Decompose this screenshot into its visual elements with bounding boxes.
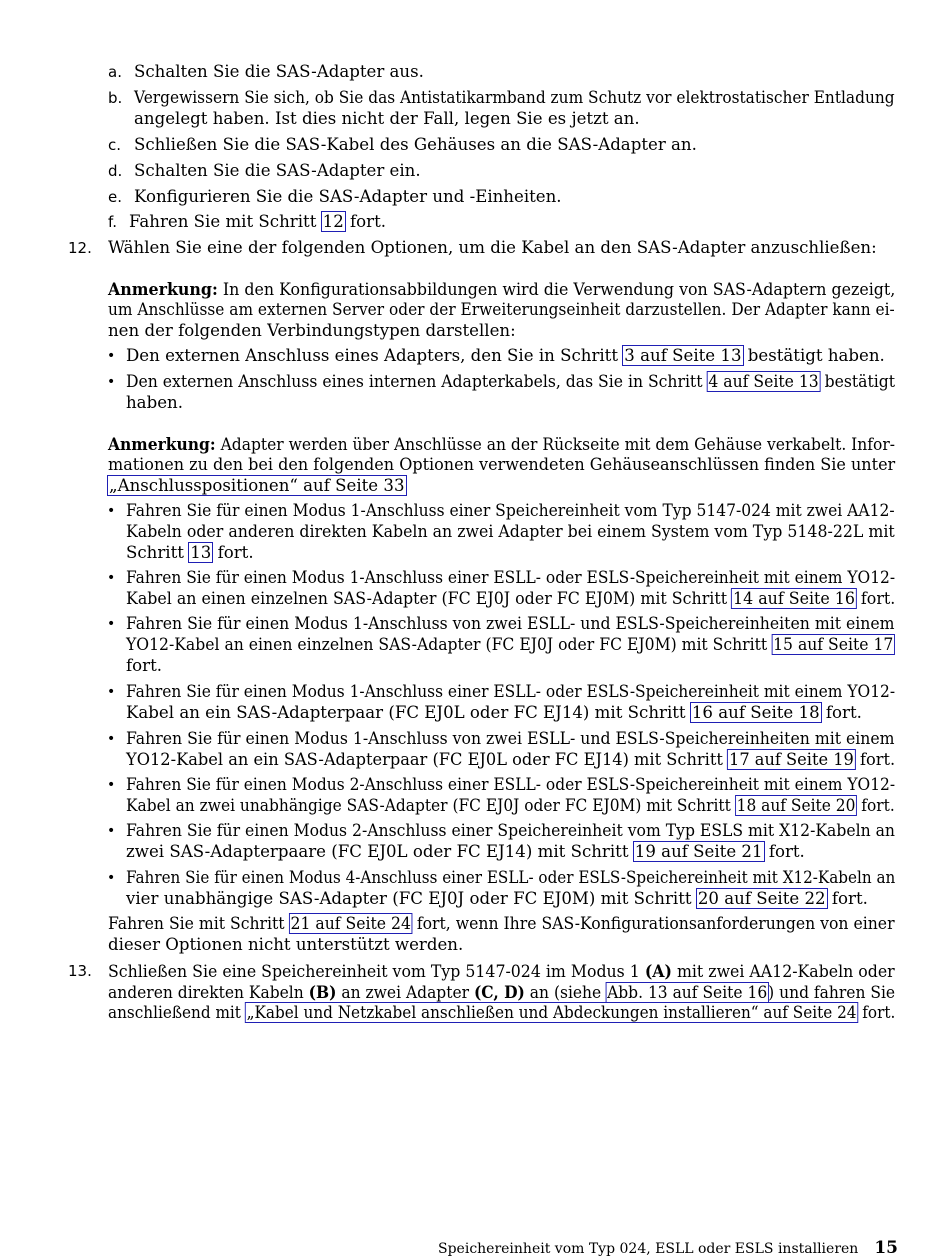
substep-text: Schalten Sie die SAS-Adapter ein. [134, 161, 421, 180]
bullet: • [107, 684, 116, 700]
step-link[interactable]: 19 auf Seite 21 [634, 842, 763, 861]
option-text: Schritt 13 fort. [126, 543, 254, 562]
substep-text: Fahren Sie mit Schritt 12 fort. [129, 212, 387, 231]
note-label: Anmerkung: [108, 279, 218, 299]
option-text: vier unabhängige SAS-Adapter (FC EJ0J oder FC EJ0M) mit Schritt 20 auf Seite 22 fort. [126, 889, 868, 908]
substep-text: Konfigurieren Sie die SAS-Adapter und -Einheiten. [134, 187, 562, 206]
bullet: • [107, 348, 116, 364]
bullet: • [107, 570, 116, 586]
option-text: Fahren Sie für einen Modus 1-Anschluss von zwei ESLL- und ESLS-Speichereinheiten mit einem [126, 614, 895, 633]
step-link[interactable]: 12 [322, 212, 344, 231]
section-link[interactable]: „Kabel und Netzkabel anschließen und Abdeckungen installieren“ auf Seite 24 [246, 1003, 857, 1022]
substep-marker: d. [108, 162, 123, 180]
note-line: Anmerkung: In den Konfigurationsabbildungen wird die Verwendung von SAS-Adaptern gezeigt, [108, 279, 896, 299]
step-link[interactable]: 17 auf Seite 19 [729, 750, 854, 769]
step-link[interactable]: 4 auf Seite 13 [708, 372, 819, 391]
substep-text-cont: angelegt haben. Ist dies nicht der Fall, legen Sie es jetzt an. [134, 109, 640, 128]
step-link[interactable]: 21 auf Seite 24 [290, 914, 411, 933]
option-text: Fahren Sie für einen Modus 1-Anschluss von zwei ESLL- und ESLS-Speichereinheiten mit einem [126, 729, 895, 748]
step-link[interactable]: 15 auf Seite 17 [773, 635, 894, 654]
step-link[interactable]: 20 auf Seite 22 [697, 889, 826, 908]
option-text: Fahren Sie für einen Modus 1-Anschluss einer Speichereinheit vom Typ 5147-024 mit zwei AA12- [126, 501, 895, 520]
substep-text: Vergewissern Sie sich, ob Sie das Antistatikarmband zum Schutz vor elektrostatischer Entladung [134, 88, 895, 107]
option-text: Fahren Sie für einen Modus 2-Anschluss einer ESLL- oder ESLS-Speichereinheit mit einem YO12- [126, 775, 896, 794]
option-text: Kabel an zwei unabhängige SAS-Adapter (FC EJ0J oder FC EJ0M) mit Schritt 18 auf Seite 20 fort. [126, 796, 895, 815]
closing-text: dieser Optionen nicht unterstützt werden. [108, 935, 464, 954]
step-number: 13. [68, 962, 92, 980]
substep-marker: a. [108, 63, 122, 81]
step-link[interactable]: 16 auf Seite 18 [691, 703, 820, 722]
step-link[interactable]: 14 auf Seite 16 [733, 589, 855, 608]
substep-marker: b. [108, 89, 123, 107]
bullet-text-cont: haben. [126, 393, 183, 412]
note-line: mationen zu den bei den folgenden Optionen verwendeten Gehäuseanschlüssen finden Sie unter [108, 455, 896, 474]
substep-marker: c. [108, 136, 122, 154]
bullet: • [107, 616, 116, 632]
substep-marker: e. [108, 188, 122, 206]
option-text: YO12-Kabel an einen einzelnen SAS-Adapter (FC EJ0J oder FC EJ0M) mit Schritt 15 auf Seite 17 [126, 635, 894, 654]
step-text: anschließend mit „Kabel und Netzkabel anschließen und Abdeckungen installieren“ auf Seite 24 fort. [108, 1003, 896, 1022]
option-text: Fahren Sie für einen Modus 1-Anschluss einer ESLL- oder ESLS-Speichereinheit mit einem YO12- [126, 568, 896, 587]
note-label: Anmerkung: [108, 434, 216, 454]
option-text: zwei SAS-Adapterpaare (FC EJ0L oder FC EJ14) mit Schritt 19 auf Seite 21 fort. [126, 842, 805, 861]
option-text: Kabeln oder anderen direkten Kabeln an zwei Adapter bei einem System vom Typ 5148-22L mit [126, 522, 895, 541]
option-text: Kabel an einen einzelnen SAS-Adapter (FC EJ0J oder FC EJ0M) mit Schritt 14 auf Seite 16 fort. [126, 589, 896, 608]
step-intro: Wählen Sie eine der folgenden Optionen, um die Kabel an den SAS-Adapter anzuschließen: [108, 238, 877, 257]
option-text: YO12-Kabel an ein SAS-Adapterpaar (FC EJ0L oder FC EJ14) mit Schritt 17 auf Seite 19 fort. [126, 750, 896, 769]
step-number: 12. [68, 239, 92, 257]
substep-marker: f. [108, 213, 117, 231]
page-footer [438, 1238, 898, 1260]
anschlusspositionen-link[interactable]: „Anschlusspositionen“ auf Seite 33 [109, 476, 405, 495]
note-line: nen der folgenden Verbindungstypen darstellen: [108, 321, 516, 340]
note-line [108, 476, 406, 497]
step-link[interactable]: 18 auf Seite 20 [736, 796, 856, 815]
bullet: • [107, 823, 116, 839]
option-text: Kabel an ein SAS-Adapterpaar (FC EJ0L oder FC EJ14) mit Schritt 16 auf Seite 18 fort. [126, 703, 862, 722]
bullet: • [107, 503, 116, 519]
figure-link[interactable]: Abb. 13 auf Seite 16 [607, 983, 768, 1002]
option-text: fort. [126, 656, 163, 675]
bullet: • [107, 374, 116, 390]
option-text: Fahren Sie für einen Modus 4-Anschluss einer ESLL- oder ESLS-Speichereinheit mit X12-Kabeln an [126, 868, 896, 887]
step-link[interactable]: 13 [190, 543, 212, 562]
step-link[interactable]: 3 auf Seite 13 [624, 346, 742, 365]
bullet: • [107, 777, 116, 793]
note-line: um Anschlüsse am externen Server oder der Erweiterungseinheit darzustellen. Der Adapter kann ei- [108, 300, 895, 319]
note-line: Anmerkung: Adapter werden über Anschlüsse an der Rückseite mit dem Gehäuse verkabelt. Infor- [108, 434, 896, 454]
option-text: Fahren Sie für einen Modus 1-Anschluss einer ESLL- oder ESLS-Speichereinheit mit einem YO12- [126, 682, 896, 701]
footer-title: Speichereinheit vom Typ 024, ESLL oder ESLS installieren [438, 1241, 859, 1257]
bullet-text: Den externen Anschluss eines internen Adapterkabels, das Sie in Schritt 4 auf Seite 13 bestätigt [126, 372, 896, 391]
closing-text: Fahren Sie mit Schritt 21 auf Seite 24 fort, wenn Ihre SAS-Konfigurationsanforderungen von einer [108, 914, 895, 933]
bullet-text: Den externen Anschluss eines Adapters, den Sie in Schritt 3 auf Seite 13 bestätigt haben. [126, 346, 885, 365]
bullet: • [107, 731, 116, 747]
substep-text: Schalten Sie die SAS-Adapter aus. [134, 62, 424, 81]
bullet: • [107, 870, 116, 886]
step-text: anderen direkten Kabeln (B) an zwei Adapter (C, D) an (siehe Abb. 13 auf Seite 16) und fahren Sie [108, 982, 896, 1002]
step-text: Schließen Sie eine Speichereinheit vom Typ 5147-024 im Modus 1 (A) mit zwei AA12-Kabeln oder [108, 961, 895, 981]
substep-text: Schließen Sie die SAS-Kabel des Gehäuses an die SAS-Adapter an. [134, 135, 697, 154]
option-text: Fahren Sie für einen Modus 2-Anschluss einer Speichereinheit vom Typ ESLS mit X12-Kabeln an [126, 821, 895, 840]
page-number: 15 [874, 1238, 898, 1258]
